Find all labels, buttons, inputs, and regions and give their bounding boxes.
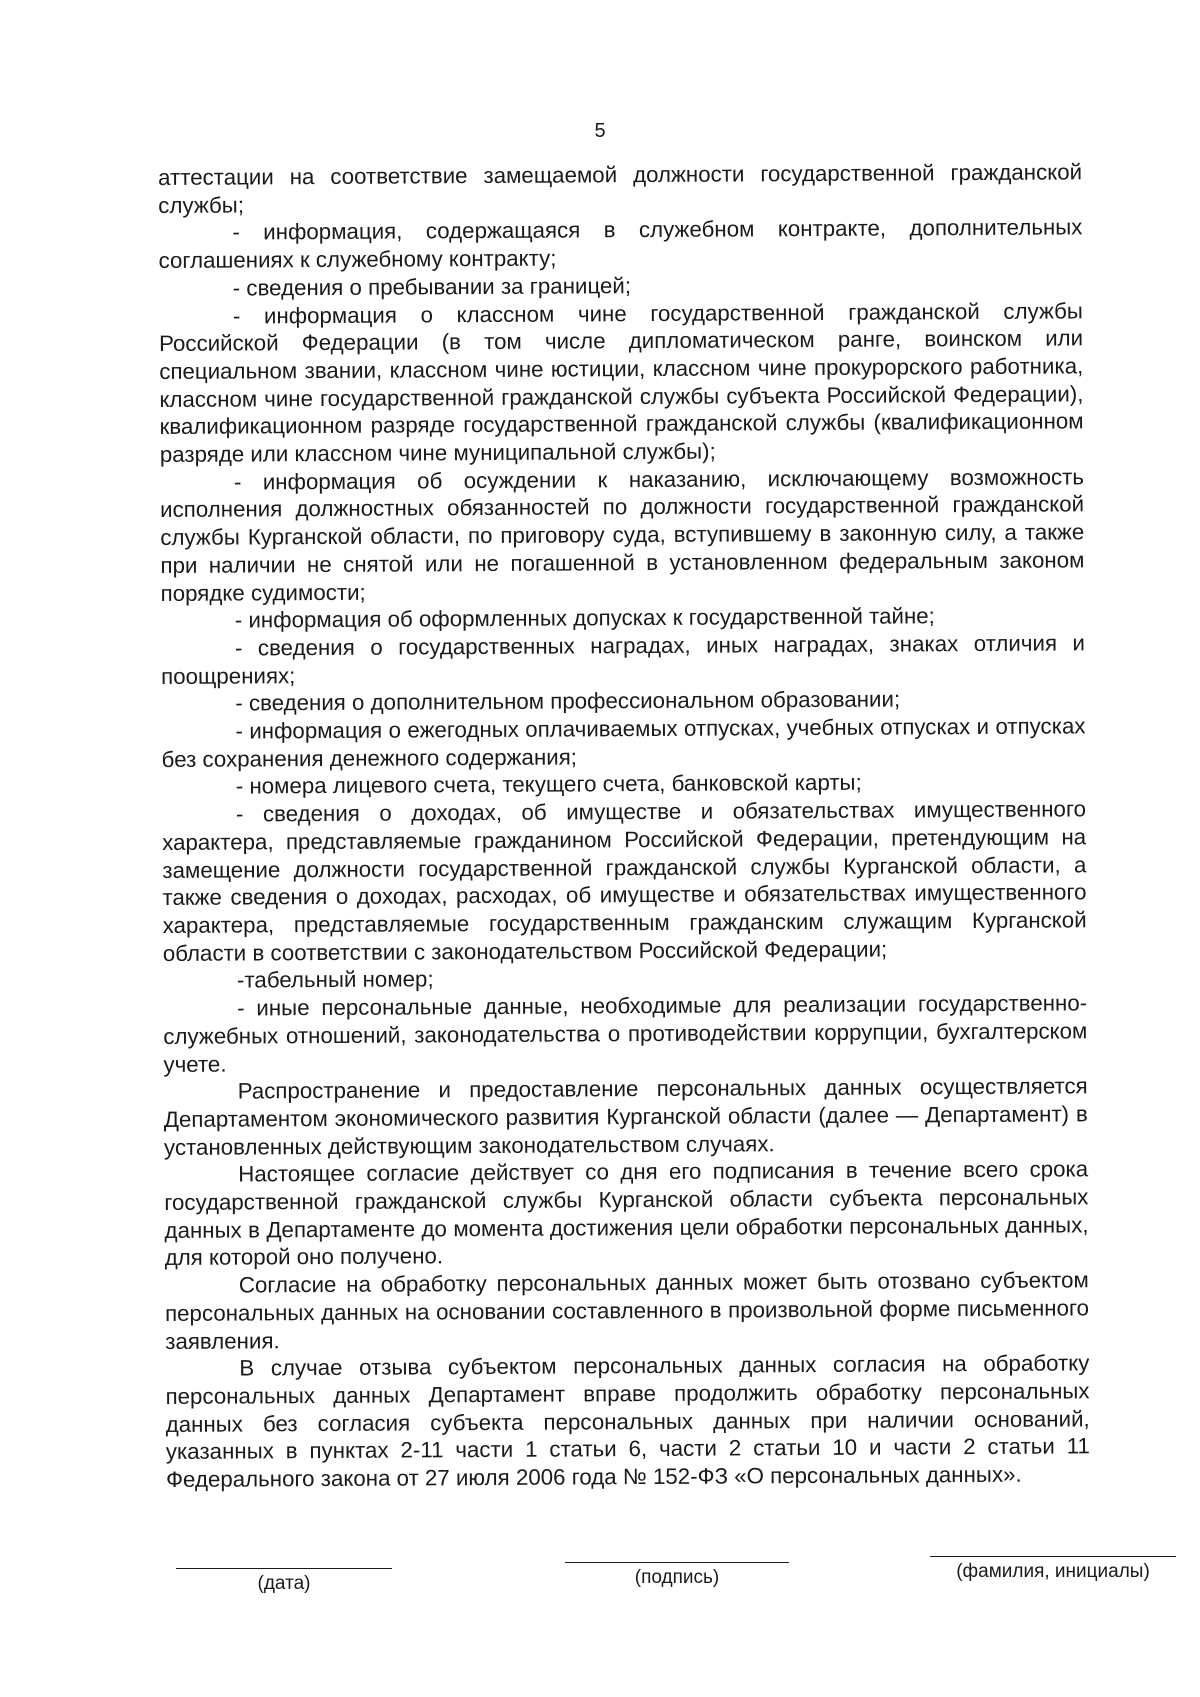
date-line (176, 1568, 392, 1569)
list-item: -табельный номер; (236, 966, 434, 993)
paragraph: Распространение и предоставление персональных данных осуществляется Департаментом экономического развития Курганской области (далее — Департамент) в установленных действующим законодательством случаях. (163, 1073, 1088, 1160)
list-item: - информация об осуждении к наказанию, исключающему возможность исполнения должностных обязанностей по должности государственной гражданской службы Курганской области, по приговору суда, вступившему в законную силу, а также при наличии не снятой или не погашенной в установленном федеральным законом порядке судимости; (160, 464, 1085, 606)
signature-block (0, 1558, 1200, 1618)
signature-line (565, 1562, 789, 1563)
list-item: - сведения о доходах, об имуществе и обязательствах имущественного характера, представляемые гражданином Российской Федерации, претендующим на замещение должности государственной гражданской службы Курганской области, а также сведения о доходах, расходах, об имуществе и обязательствах имущественного характера, представляемые государственным гражданским служащим Курганской области в соответствии с законодательством Российской Федерации; (162, 796, 1087, 966)
list-item: - информация о классном чине государственной гражданской службы Российской Федерации (в том числе дипломатическом ранге, воинском или специальном звании, классном чине юстиции, классном чине прокурорского работника, классном чине государственной гражданской службы субъекта Российской Федерации), квалификационном разряде государственной гражданской службы (квалификационном разряде или классном чине муниципальной службы); (159, 297, 1084, 468)
list-item: - сведения о пребывании за границей; (232, 272, 632, 301)
date-label: (дата) (257, 1573, 311, 1594)
list-item: - сведения о государственных наградах, иных наградах, знаках отличия и поощрениях; (161, 630, 1086, 689)
list-item: - информация о ежегодных оплачиваемых отпусках, учебных отпусках и отпусках без сохранения денежного содержания; (161, 713, 1086, 772)
document-body (158, 158, 1090, 1493)
signature-label: (подпись) (634, 1567, 720, 1588)
date-field (176, 1568, 392, 1595)
list-item: - сведения о дополнительном профессиональном образовании; (235, 686, 901, 716)
paragraph: Настоящее согласие действует со дня его подписания в течение всего срока государственной гражданской службы Курганской области субъекта персональных данных в Департаменте до момента достижения цели обработки персональных данных, для которой оно получено. (164, 1156, 1089, 1271)
list-item: - иные персональные данные, необходимые для реализации государственно-служебных отношений, законодательства о противодействии коррупции, бухгалтерском учете. (163, 990, 1088, 1077)
list-item: - информация, содержащаяся в служебном контракте, дополнительных соглашениях к служебному контракту; (158, 214, 1083, 274)
name-label: (фамилия, инициалы) (956, 1561, 1150, 1582)
paragraph: аттестации на соответствие замещаемой должности государственной гражданской службы; (158, 159, 1083, 218)
list-item: - номера лицевого счета, текущего счета, банковской карты; (235, 770, 862, 800)
name-line (930, 1556, 1176, 1557)
page-number: 5 (594, 120, 606, 142)
paragraph: В случае отзыва субъектом персональных данных согласия на обработку персональных данных Департамент вправе продолжить обработку персональных данных без согласия субъекта персональных данных при наличии оснований, указанных в пунктах 2-11 части 1 статьи 6, части 2 статьи 10 и части 2 статьи 11 Федерального закона от 27 июля 2006 года № 152-ФЗ «О персональных данных». (165, 1350, 1090, 1493)
name-field (930, 1556, 1176, 1583)
signature-field (565, 1562, 789, 1589)
list-item: - информация об оформленных допусках к государственной тайне; (234, 603, 935, 633)
paragraph: Согласие на обработку персональных данных может быть отозвано субъектом персональных данных на основании составленного в произвольной форме письменного заявления. (164, 1267, 1090, 1354)
